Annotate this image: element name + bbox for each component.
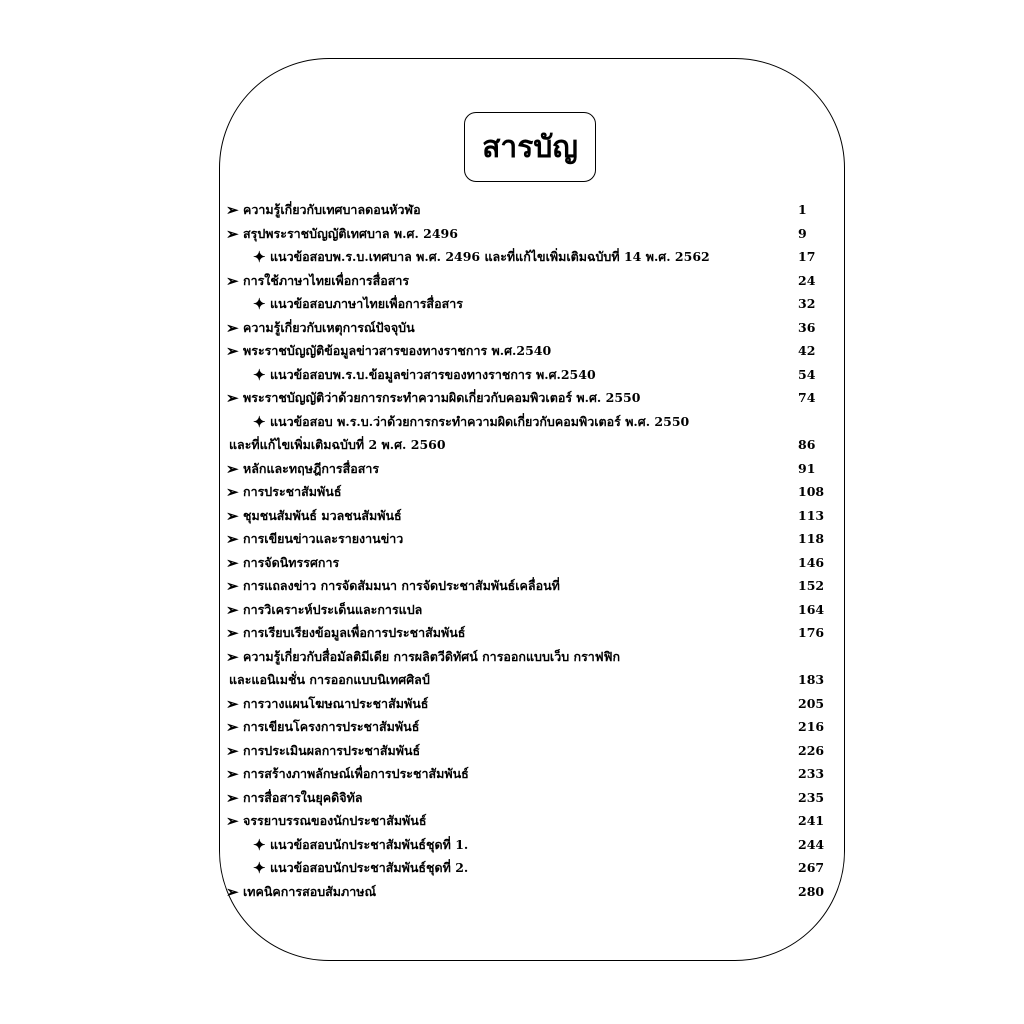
toc-item bbox=[0, 270, 1024, 292]
toc-page-number: 118 bbox=[798, 531, 825, 546]
toc-subitem bbox=[0, 857, 1024, 879]
toc-item-title: การเขียนโครงการประชาสัมพันธ์ bbox=[243, 719, 420, 734]
toc-item bbox=[0, 622, 1024, 644]
toc-page-number: 86 bbox=[798, 437, 816, 452]
toc-item-title: แนวข้อสอบ พ.ร.บ.ว่าด้วยการกระทำความผิดเกี่ยวกับคอมพิวเตอร์ พ.ศ. 2550 bbox=[270, 413, 690, 429]
toc-item bbox=[0, 223, 1024, 245]
toc-item-title: แนวข้อสอบนักประชาสัมพันธ์ชุดที่ 1. bbox=[270, 836, 469, 852]
toc-subitem bbox=[0, 834, 1024, 856]
toc-page-number: 280 bbox=[798, 883, 825, 899]
arrow-bullet-icon: ➢ bbox=[226, 718, 239, 736]
toc-page-number: 183 bbox=[798, 672, 825, 687]
toc-item bbox=[0, 458, 1024, 480]
toc-item bbox=[0, 481, 1024, 503]
toc-item bbox=[0, 505, 1024, 527]
arrow-bullet-icon: ➢ bbox=[226, 624, 239, 642]
toc-page-number: 113 bbox=[798, 507, 825, 523]
toc-item-title: และที่แก้ไขเพิ่มเติมฉบับที่ 2 พ.ศ. 2560 bbox=[229, 437, 446, 452]
toc-page-number: 176 bbox=[798, 625, 825, 640]
toc-item bbox=[0, 646, 1024, 668]
toc-item bbox=[0, 528, 1024, 550]
toc-page-number: 152 bbox=[798, 578, 825, 593]
toc-item-title: การสร้างภาพลักษณ์เพื่อการประชาสัมพันธ์ bbox=[243, 766, 469, 781]
toc-item-title: การแถลงข่าว การจัดสัมมนา การจัดประชาสัมพันธ์เคลื่อนที่ bbox=[243, 578, 560, 593]
toc-page-number: 205 bbox=[798, 695, 825, 711]
toc-item-title: แนวข้อสอบพ.ร.บ.ข้อมูลข่าวสารของทางราชการ พ.ศ.2540 bbox=[270, 366, 596, 382]
toc-item-title: เทคนิคการสอบสัมภาษณ์ bbox=[243, 883, 377, 899]
toc-item-title: และแอนิเมชั่น การออกแบบนิเทศศิลป์ bbox=[229, 672, 430, 687]
toc-item bbox=[0, 787, 1024, 809]
toc-page-number: 146 bbox=[798, 554, 825, 570]
toc-page-number: 91 bbox=[798, 460, 816, 476]
arrow-bullet-icon: ➢ bbox=[226, 271, 239, 290]
arrow-bullet-icon: ➢ bbox=[226, 483, 239, 501]
arrow-bullet-icon: ➢ bbox=[226, 694, 239, 713]
toc-item-title: ความรู้เกี่ยวกับเหตุการณ์ปัจจุบัน bbox=[243, 319, 415, 335]
toc-subitem bbox=[0, 246, 1024, 268]
star-bullet-icon: ✦ bbox=[253, 248, 266, 266]
toc-page-number: 74 bbox=[798, 390, 816, 405]
toc-item bbox=[0, 740, 1024, 762]
toc-item bbox=[0, 199, 1024, 221]
arrow-bullet-icon: ➢ bbox=[226, 765, 239, 783]
toc-item-title: การประชาสัมพันธ์ bbox=[243, 484, 342, 499]
toc-page-number: 216 bbox=[798, 719, 825, 734]
toc-item-title: การวิเคราะห์ประเด็นและการแปล bbox=[243, 601, 423, 617]
toc-page-number: 32 bbox=[798, 296, 816, 311]
arrow-bullet-icon: ➢ bbox=[226, 506, 239, 525]
arrow-bullet-icon: ➢ bbox=[226, 812, 239, 830]
toc-item-title: พระราชบัญญัติว่าด้วยการกระทำความผิดเกี่ยวกับคอมพิวเตอร์ พ.ศ. 2550 bbox=[243, 390, 641, 405]
arrow-bullet-icon: ➢ bbox=[226, 741, 239, 760]
arrow-bullet-icon: ➢ bbox=[226, 882, 239, 901]
toc-item bbox=[0, 810, 1024, 832]
toc-page-number: 42 bbox=[798, 343, 816, 358]
toc-subitem bbox=[0, 411, 1024, 433]
arrow-bullet-icon: ➢ bbox=[226, 318, 239, 337]
toc-item-title: การใช้ภาษาไทยเพื่อการสื่อสาร bbox=[243, 272, 410, 288]
toc-item bbox=[0, 317, 1024, 339]
toc-page-number: 235 bbox=[798, 789, 825, 805]
toc-item bbox=[0, 716, 1024, 738]
toc-item bbox=[0, 693, 1024, 715]
arrow-bullet-icon: ➢ bbox=[226, 224, 239, 243]
toc-item-title: แนวข้อสอบนักประชาสัมพันธ์ชุดที่ 2. bbox=[270, 860, 469, 875]
toc-page-number: 164 bbox=[798, 601, 825, 617]
toc-page-number: 9 bbox=[798, 225, 807, 241]
toc-item bbox=[0, 552, 1024, 574]
toc-item-title: แนวข้อสอบภาษาไทยเพื่อการสื่อสาร bbox=[270, 296, 463, 311]
toc-item bbox=[0, 387, 1024, 409]
arrow-bullet-icon: ➢ bbox=[226, 459, 239, 478]
toc-item-title: สรุปพระราชบัญญัติเทศบาล พ.ศ. 2496 bbox=[243, 225, 458, 241]
toc-item bbox=[0, 669, 1024, 691]
toc-page-number: 54 bbox=[798, 366, 816, 382]
toc-item bbox=[0, 340, 1024, 362]
star-bullet-icon: ✦ bbox=[253, 412, 266, 431]
star-bullet-icon: ✦ bbox=[253, 365, 266, 384]
toc-item-title: การสื่อสารในยุคดิจิทัล bbox=[243, 789, 363, 805]
arrow-bullet-icon: ➢ bbox=[226, 530, 239, 548]
arrow-bullet-icon: ➢ bbox=[226, 577, 239, 595]
toc-item-title: ชุมชนสัมพันธ์ มวลชนสัมพันธ์ bbox=[243, 507, 402, 523]
toc-item-title: การจัดนิทรรศการ bbox=[243, 554, 340, 570]
toc-item-title: การวางแผนโฆษณาประชาสัมพันธ์ bbox=[243, 695, 429, 711]
toc-page-number: 1 bbox=[798, 202, 807, 217]
toc-item-title: แนวข้อสอบพ.ร.บ.เทศบาล พ.ศ. 2496 และที่แก้ไขเพิ่มเติมฉบับที่ 14 พ.ศ. 2562 bbox=[270, 249, 710, 264]
toc-item-title: จรรยาบรรณของนักประชาสัมพันธ์ bbox=[243, 813, 427, 828]
toc-page-number: 24 bbox=[798, 272, 816, 288]
toc-item bbox=[0, 434, 1024, 456]
star-bullet-icon: ✦ bbox=[253, 835, 266, 854]
toc-page-number: 108 bbox=[798, 484, 825, 499]
toc-subitem bbox=[0, 364, 1024, 386]
toc-item-title: การเขียนข่าวและรายงานข่าว bbox=[243, 531, 404, 546]
arrow-bullet-icon: ➢ bbox=[226, 389, 239, 407]
arrow-bullet-icon: ➢ bbox=[226, 553, 239, 572]
toc-item-title: การเรียบเรียงข้อมูลเพื่อการประชาสัมพันธ์ bbox=[243, 625, 466, 640]
toc-page-number: 36 bbox=[798, 319, 816, 335]
page-title: สารบัญ bbox=[464, 112, 596, 182]
toc-subitem bbox=[0, 293, 1024, 315]
toc-page-number: 244 bbox=[798, 836, 825, 852]
toc-item bbox=[0, 575, 1024, 597]
toc-item-title: ความรู้เกี่ยวกับสื่อมัลติมีเดีย การผลิตวีดิทัศน์ การออกแบบเว็บ กราฟฟิก bbox=[243, 648, 621, 664]
toc-page-number: 226 bbox=[798, 742, 825, 758]
toc-item-title: การประเมินผลการประชาสัมพันธ์ bbox=[243, 742, 421, 758]
toc-item bbox=[0, 763, 1024, 785]
star-bullet-icon: ✦ bbox=[253, 859, 266, 877]
arrow-bullet-icon: ➢ bbox=[226, 647, 239, 666]
toc-item bbox=[0, 599, 1024, 621]
arrow-bullet-icon: ➢ bbox=[226, 600, 239, 619]
toc-page-number: 241 bbox=[798, 813, 825, 828]
toc-item-title: พระราชบัญญัติข้อมูลข่าวสารของทางราชการ พ.ศ.2540 bbox=[243, 343, 552, 358]
toc-item-title: ความรู้เกี่ยวกับเทศบาลดอนหัวฬ่อ bbox=[243, 202, 421, 217]
arrow-bullet-icon: ➢ bbox=[226, 342, 239, 360]
toc-page-number: 267 bbox=[798, 860, 825, 875]
arrow-bullet-icon: ➢ bbox=[226, 788, 239, 807]
toc-item bbox=[0, 881, 1024, 903]
toc-item-title: หลักและทฤษฎีการสื่อสาร bbox=[243, 460, 380, 476]
toc-page-number: 17 bbox=[798, 249, 816, 264]
arrow-bullet-icon: ➢ bbox=[226, 201, 239, 219]
toc-page-number: 233 bbox=[798, 766, 825, 781]
star-bullet-icon: ✦ bbox=[253, 295, 266, 313]
